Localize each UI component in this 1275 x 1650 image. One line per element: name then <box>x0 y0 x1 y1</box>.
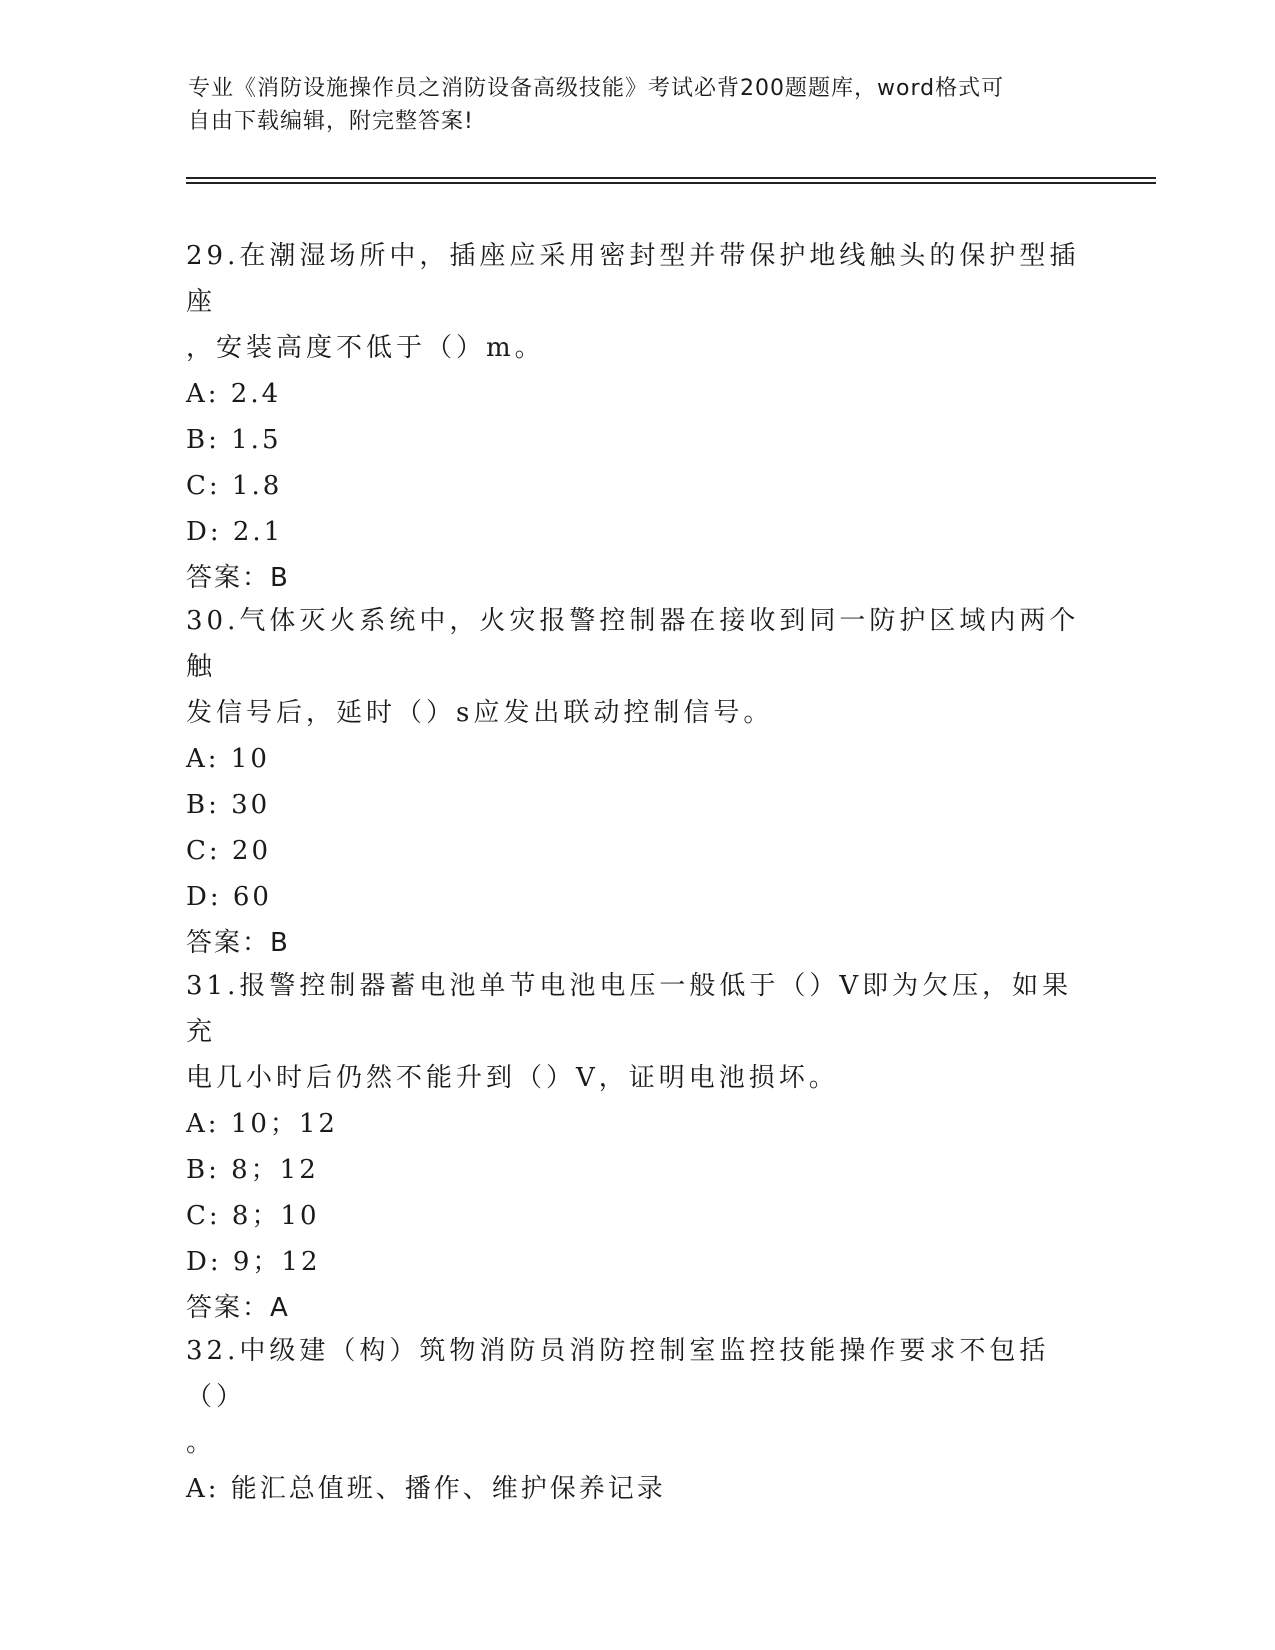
question-text-line-1: 30.气体灭火系统中，火灾报警控制器在接收到同一防护区域内两个触 <box>186 606 1080 682</box>
document-header <box>188 72 1068 138</box>
option-b: B: 8；12 <box>186 1155 319 1185</box>
question-31 <box>186 963 1086 1331</box>
header-line-1: 专业《消防设施操作员之消防设备高级技能》考试必背200题题库，word格式可 <box>188 76 1005 101</box>
question-30 <box>186 598 1086 966</box>
question-text-line-1: 31.报警控制器蓄电池单节电池电压一般低于（）V即为欠压，如果充 <box>186 971 1073 1047</box>
question-text-line-2: 。 <box>186 1428 217 1458</box>
header-divider-top <box>186 177 1156 179</box>
option-b: B: 30 <box>186 790 271 820</box>
question-text-line-1: 32.中级建（构）筑物消防员消防控制室监控技能操作要求不包括（） <box>186 1336 1050 1412</box>
option-b: B: 1.5 <box>186 425 282 455</box>
header-divider-bottom <box>186 182 1156 184</box>
option-c: C: 8；10 <box>186 1201 320 1231</box>
option-a: A: 10 <box>186 744 270 774</box>
question-text-line-2: ，安装高度不低于（）m。 <box>186 333 545 363</box>
answer: 答案：B <box>186 928 290 958</box>
option-a: A: 10；12 <box>186 1109 338 1139</box>
option-d: D: 2.1 <box>186 517 284 547</box>
option-d: D: 60 <box>186 882 272 912</box>
question-text-line-1: 29.在潮湿场所中，插座应采用密封型并带保护地线触头的保护型插座 <box>186 241 1080 317</box>
answer: 答案：B <box>186 563 290 593</box>
header-line-2: 自由下载编辑，附完整答案! <box>188 109 474 134</box>
question-32 <box>186 1328 1086 1512</box>
question-29 <box>186 233 1086 601</box>
question-text-line-2: 发信号后，延时（）s应发出联动控制信号。 <box>186 698 774 728</box>
option-d: D: 9；12 <box>186 1247 321 1277</box>
option-a: A: 能汇总值班、播作、维护保养记录 <box>186 1474 666 1504</box>
option-a: A: 2.4 <box>186 379 282 409</box>
question-text-line-2: 电几小时后仍然不能升到（）V，证明电池损坏。 <box>186 1063 839 1093</box>
answer: 答案：A <box>186 1293 290 1323</box>
option-c: C: 1.8 <box>186 471 283 501</box>
option-c: C: 20 <box>186 836 272 866</box>
